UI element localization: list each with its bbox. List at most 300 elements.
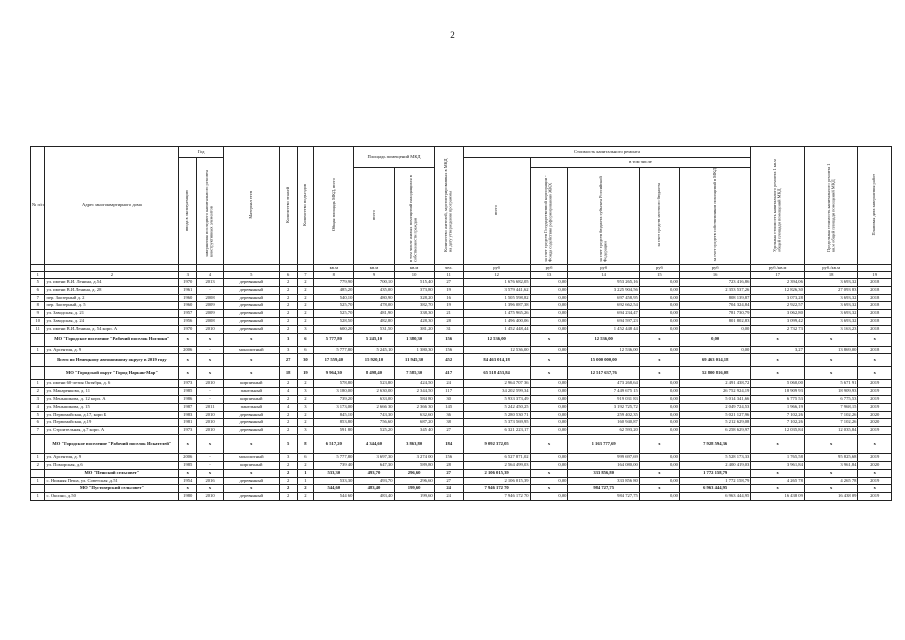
table-cell: 0,00 — [639, 477, 679, 485]
table-cell: 5 242 450,25 — [463, 403, 530, 411]
table-cell: кирпичный — [223, 461, 279, 469]
table-cell: 2009 — [197, 310, 224, 318]
row-number-cell: 1 — [31, 453, 45, 461]
subtotal-row — [31, 434, 892, 453]
row-number-cell — [31, 354, 45, 367]
address-cell: пер. Заозерный, д. 5 — [45, 302, 179, 310]
table-cell: 5 671 91 — [804, 380, 858, 388]
table-cell: 3 961,84 — [804, 461, 858, 469]
table-cell: 0,00 — [639, 461, 679, 469]
table-cell: 984 727,75 — [568, 485, 639, 493]
year-group-header: Год — [179, 147, 224, 158]
table-cell: 0,00 — [679, 325, 750, 333]
table-cell: x — [804, 367, 858, 380]
table-cell: 13 869,00 — [804, 346, 858, 354]
table-cell: 2019 — [858, 403, 892, 411]
row-number-cell — [31, 434, 45, 453]
table-cell: 1 772 158,79 — [679, 469, 750, 477]
table-cell: 0,00 — [639, 411, 679, 419]
column-number-cell: 9 — [354, 272, 394, 279]
header-row-1 — [31, 147, 892, 158]
table-cell: x — [179, 333, 197, 346]
unit-cell — [297, 265, 314, 272]
table-cell: 15 000 000,00 — [568, 354, 639, 367]
table-cell: 65 518 453,84 — [463, 367, 530, 380]
row-number-cell: 2 — [31, 461, 45, 469]
table-cell: x — [639, 469, 679, 477]
table-cell: x — [858, 469, 892, 477]
fund-header: за счет средств Государственной корпорации - Фонда содействия реформированию ЖКХ — [530, 168, 568, 265]
table-cell: 2 — [279, 317, 297, 325]
table-cell: 2 — [297, 461, 314, 469]
table-cell: x — [197, 469, 224, 477]
table-cell: 5 014 341,66 — [679, 395, 750, 403]
table-cell: 1 496 400,06 — [463, 317, 530, 325]
table-cell: 1 — [297, 477, 314, 485]
table-cell: 2010 — [197, 325, 224, 333]
table-cell: x — [223, 434, 279, 453]
table-cell: 18 909 93 — [751, 388, 805, 396]
table-cell: 12 035,84 — [751, 427, 805, 435]
table-cell: 12 035,84 — [804, 427, 858, 435]
table-cell: 199,60 — [394, 493, 434, 501]
table-cell: 0,00 — [639, 346, 679, 354]
table-cell: 687,20 — [394, 419, 434, 427]
table-cell: 5 245,10 — [354, 333, 394, 346]
floors-header: Количество этажей — [279, 147, 297, 265]
address-cell: ул. имени В.И. Ленина, д.54 — [45, 279, 179, 287]
table-cell: 1956 — [179, 317, 197, 325]
table-row — [31, 294, 892, 302]
table-cell: x — [639, 333, 679, 346]
table-cell: 199,60 — [394, 485, 434, 493]
unit-cell — [197, 265, 224, 272]
table-cell: 27 — [434, 279, 463, 287]
table-cell: 2 — [279, 469, 297, 477]
table-row — [31, 346, 892, 354]
table-cell: 2 — [279, 279, 297, 287]
year-repair-header: завершения последнего капитального ремонта конструктивных элементов — [197, 158, 224, 265]
table-cell: 2 366 30 — [394, 403, 434, 411]
address-cell: ул. Арсентия, д. 9 — [45, 346, 179, 354]
table-cell: 12 826,30 — [751, 286, 805, 294]
address-header: Адрес многоквартирного дома — [45, 147, 179, 265]
table-cell: 0,00 — [639, 388, 679, 396]
table-cell: деревянный — [223, 427, 279, 435]
table-cell: 3 099,42 — [751, 317, 805, 325]
table-cell: 2 630,00 — [354, 388, 394, 396]
table-cell: 2020 — [858, 461, 892, 469]
address-cell: МО "Городской округ "Город Нарьян-Мар" — [45, 367, 179, 380]
table-cell: 6 527 871,02 — [463, 453, 530, 461]
col-no-header: № п/п — [31, 147, 45, 265]
table-cell: 999 697,69 — [568, 453, 639, 461]
table-cell: 27 — [434, 427, 463, 435]
table-cell: x — [197, 367, 224, 380]
table-cell: 0,00 — [639, 302, 679, 310]
table-cell: 2010 — [197, 380, 224, 388]
table-cell: деревянный — [223, 325, 279, 333]
table-cell: 296,60 — [394, 477, 434, 485]
table-cell: 19 — [434, 286, 463, 294]
table-cell: 8 498,40 — [354, 367, 394, 380]
table-cell: 6 517,20 — [314, 434, 354, 453]
address-cell: ул. имени В.И.Ленина, д. 28 — [45, 286, 179, 294]
table-cell: 2 344,50 — [394, 388, 434, 396]
table-cell: 24 — [434, 493, 463, 501]
column-number-cell: 16 — [679, 272, 750, 279]
table-cell: 34 202 599,34 — [463, 388, 530, 396]
table-cell: 1 — [297, 469, 314, 477]
table-cell: 5 373 569,95 — [463, 419, 530, 427]
table-cell: 1 163 777,69 — [568, 434, 639, 453]
row-number-cell: 2 — [31, 388, 45, 396]
table-cell: 18 909,93 — [804, 388, 858, 396]
table-cell: 28 — [434, 317, 463, 325]
table-row — [31, 477, 892, 485]
table-cell: - — [197, 286, 224, 294]
table-cell: x — [530, 485, 568, 493]
table-cell: 2010 — [197, 427, 224, 435]
table-cell: 1961 — [179, 286, 197, 294]
table-cell: 2 400 419,03 — [679, 461, 750, 469]
table-cell: 2006 — [179, 453, 197, 461]
table-cell: деревянный — [223, 279, 279, 287]
table-cell: 2019 — [858, 395, 892, 403]
area-res-header: в том числе жилых помещений находящихся в собственности граждан — [394, 168, 434, 265]
table-cell: 5 777,80 — [314, 346, 354, 354]
unit-cell — [858, 265, 892, 272]
table-cell: 38 — [434, 419, 463, 427]
row-number-cell: 10 — [31, 317, 45, 325]
table-cell: 24 — [434, 485, 463, 493]
table-cell: 5 280 530 71 — [463, 411, 530, 419]
table-cell: 345 40 — [394, 427, 434, 435]
table-cell: 19 — [297, 367, 314, 380]
table-cell: 0,00 — [530, 325, 568, 333]
table-cell: 84 463 014,18 — [463, 354, 530, 367]
column-number-cell: 11 — [434, 272, 463, 279]
area-group-header: Площадь помещений МКД — [354, 147, 434, 168]
unit-cell: руб./кв.м — [751, 265, 805, 272]
table-cell: x — [530, 354, 568, 367]
row-number-cell: 3 — [31, 395, 45, 403]
table-cell: 697 458,95 — [568, 294, 639, 302]
local-header: за счет средств местного бюджета — [639, 168, 679, 265]
table-cell: 30 — [434, 395, 463, 403]
residents-header: Количество жителей, зарегистрированных в МКД на дату утверждения программы — [434, 147, 463, 265]
table-cell: 5 — [279, 434, 297, 453]
column-number-cell: 12 — [463, 272, 530, 279]
table-cell: 600,20 — [314, 325, 354, 333]
unit-cell: руб — [530, 265, 568, 272]
table-cell: 1985 — [179, 388, 197, 396]
table-cell: 184 — [434, 434, 463, 453]
table-cell: x — [804, 469, 858, 477]
table-cell: x — [223, 485, 279, 493]
table-cell: 8 — [297, 434, 314, 453]
table-cell: 2 106 015,39 — [463, 469, 530, 477]
table-cell: x — [804, 434, 858, 453]
table-cell: кирпичный — [223, 380, 279, 388]
table-cell: 6 321 223,17 — [463, 427, 530, 435]
table-cell: 3 — [279, 346, 297, 354]
table-cell: 0,00 — [639, 453, 679, 461]
address-cell: Всего по Ненецкому автономному округу в 2019 году — [45, 354, 179, 367]
table-cell: 9 964,30 — [314, 367, 354, 380]
table-cell: 6 775 53 — [751, 395, 805, 403]
table-cell: 156 — [434, 453, 463, 461]
table-cell: 0,00 — [530, 403, 568, 411]
table-cell: 26 752 924,19 — [679, 388, 750, 396]
table-row — [31, 279, 892, 287]
table-cell: 1 380,30 — [394, 346, 434, 354]
column-number-cell: 5 — [223, 272, 279, 279]
table-cell: x — [197, 354, 224, 367]
table-cell: - — [197, 461, 224, 469]
table-cell: кирпичный — [223, 395, 279, 403]
address-cell: ул. Поморская, д.6 — [45, 461, 179, 469]
table-cell: 16 — [434, 294, 463, 302]
table-cell: x — [530, 333, 568, 346]
table-cell: 160 940,87 — [568, 419, 639, 427]
table-cell: 0,00 — [530, 419, 568, 427]
table-cell: 2018 — [858, 325, 892, 333]
total-area-header: Общая площадь МКД, всего — [314, 147, 354, 265]
table-cell: 1985 — [179, 461, 197, 469]
subtotal-row — [31, 367, 892, 380]
table-cell: x — [804, 333, 858, 346]
table-cell: 3 — [297, 427, 314, 435]
table-cell: 3 693,32 — [804, 302, 858, 310]
table-cell: 0,00 — [639, 294, 679, 302]
table-body — [31, 279, 892, 501]
table-cell: 0,00 — [530, 317, 568, 325]
unit-cell: чел. — [434, 265, 463, 272]
table-cell: 95 825,68 — [804, 453, 858, 461]
column-number-cell: 6 — [279, 272, 297, 279]
unit-cell — [179, 265, 197, 272]
table-cell: 694 597,23 — [568, 317, 639, 325]
table-cell: x — [639, 434, 679, 453]
table-cell: 525,20 — [354, 427, 394, 435]
page-number: 2 — [450, 30, 455, 40]
table-cell: 3 180,00 — [314, 388, 354, 396]
row-number-cell: 6 — [31, 286, 45, 294]
table-cell: 481,90 — [354, 310, 394, 318]
address-cell: ул. Меньшикова, д. 12 корп. А — [45, 395, 179, 403]
table-cell: 3 — [297, 325, 314, 333]
table-cell: 801 802,83 — [679, 317, 750, 325]
table-cell: 694 234,47 — [568, 310, 639, 318]
table-cell: 3 173,00 — [314, 403, 354, 411]
table-cell: 3 863,80 — [394, 434, 434, 453]
address-cell: ул. Строительная, д.7 корп. А — [45, 427, 179, 435]
table-cell: 4 — [279, 403, 297, 411]
table-cell: 3 — [297, 403, 314, 411]
table-cell: 3 693,32 — [804, 310, 858, 318]
table-cell: 0,00 — [530, 427, 568, 435]
row-number-cell: 7 — [31, 427, 45, 435]
table-cell: 2 — [279, 411, 297, 419]
table-cell: - — [197, 346, 224, 354]
table-cell: 0,00 — [639, 403, 679, 411]
table-cell: 15 920,10 — [354, 354, 394, 367]
table-cell: 2020 — [858, 411, 892, 419]
table-cell: 2 666 30 — [354, 403, 394, 411]
address-cell: МО "Городское поселение "Рабочий поселок Ноглики" — [45, 333, 179, 346]
table-cell: 781 730,79 — [679, 310, 750, 318]
table-cell: 0,00 — [530, 493, 568, 501]
table-cell: деревянный — [223, 310, 279, 318]
table-cell: 435,00 — [354, 286, 394, 294]
table-cell: 6 — [297, 333, 314, 346]
table-cell: 3 — [279, 453, 297, 461]
cost-total-header: всего — [463, 158, 530, 265]
table-cell: 4 344,60 — [354, 434, 394, 453]
table-cell: 0,00 — [639, 419, 679, 427]
table-row — [31, 388, 892, 396]
table-cell: 523,80 — [354, 380, 394, 388]
table-cell: x — [179, 469, 197, 477]
table-cell: x — [530, 469, 568, 477]
table-cell: 2 — [297, 286, 314, 294]
table-cell: 2 394,06 — [751, 279, 805, 287]
table-cell: 1 452 448,44 — [463, 325, 530, 333]
owners-header: за счет средств собственников помещений в МКД — [679, 168, 750, 265]
table-cell: 382,70 — [394, 302, 434, 310]
table-cell: 525,70 — [314, 302, 354, 310]
table-cell: x — [639, 367, 679, 380]
table-cell: 2 — [279, 325, 297, 333]
table-cell: 1 772 158,79 — [679, 477, 750, 485]
table-cell: x — [804, 485, 858, 493]
column-number-cell: 19 — [858, 272, 892, 279]
table-row — [31, 395, 892, 403]
plan-date-header: Плановая дата завершения работ — [858, 147, 892, 265]
table-cell: 515,40 — [394, 279, 434, 287]
table-cell: x — [639, 354, 679, 367]
table-cell: 2 — [279, 395, 297, 403]
table-cell: деревянный — [223, 477, 279, 485]
table-cell: 528,50 — [314, 317, 354, 325]
table-cell: 700,10 — [354, 279, 394, 287]
table-cell: 1954 — [179, 477, 197, 485]
table-cell: 11 945,30 — [394, 354, 434, 367]
table-cell: 7 928 594,36 — [679, 434, 750, 453]
table-cell: 1960 — [179, 294, 197, 302]
table-cell: 578,80 — [314, 380, 354, 388]
row-number-cell: 6 — [31, 419, 45, 427]
table-cell: 5 528 173,33 — [679, 453, 750, 461]
entrances-header: Количество подъездов — [297, 147, 314, 265]
table-cell: 0,00 — [639, 493, 679, 501]
table-cell: деревянный — [223, 411, 279, 419]
table-cell: 1973 — [179, 427, 197, 435]
table-cell: 2 353 537,26 — [679, 286, 750, 294]
table-cell: 2018 — [858, 302, 892, 310]
table-cell: 2 — [297, 302, 314, 310]
subtotal-row — [31, 333, 892, 346]
table-cell: 2018 — [858, 346, 892, 354]
table-cell: 9 092 372,05 — [463, 434, 530, 453]
table-cell: 52 800 816,08 — [679, 367, 750, 380]
table-cell: 647,30 — [354, 461, 394, 469]
table-cell: x — [751, 333, 805, 346]
table-cell: 3 — [279, 333, 297, 346]
table-cell: 1 966,19 — [751, 403, 805, 411]
table-cell: 5 245,10 — [354, 346, 394, 354]
table-cell: 2010 — [197, 411, 224, 419]
table-cell: 2 — [279, 427, 297, 435]
table-cell: 338,30 — [394, 310, 434, 318]
table-cell: 381,20 — [394, 325, 434, 333]
table-cell: 1 765,58 — [751, 453, 805, 461]
table-cell: 2018 — [858, 286, 892, 294]
table-cell: панельный — [223, 403, 279, 411]
table-cell: - — [197, 395, 224, 403]
row-number-cell: 8 — [31, 302, 45, 310]
table-cell: x — [179, 367, 197, 380]
table-cell: 36 — [434, 411, 463, 419]
row-number-cell: 1 — [31, 346, 45, 354]
column-number-cell: 15 — [639, 272, 679, 279]
row-number-cell: 1 — [31, 380, 45, 388]
table-cell: 5 777,80 — [314, 453, 354, 461]
table-row — [31, 286, 892, 294]
table-cell: 2 491 438,72 — [679, 380, 750, 388]
table-cell: 3 192 725,72 — [568, 403, 639, 411]
table-cell: 164 080,00 — [568, 461, 639, 469]
table-cell: x — [751, 485, 805, 493]
limit-cost-header: Предельная стоимость капитального ремонта 1 кв.м общей площади помещений МКД — [804, 147, 858, 265]
table-row — [31, 302, 892, 310]
table-row — [31, 427, 892, 435]
table-cell: 1983 — [179, 411, 197, 419]
unit-cell — [223, 265, 279, 272]
table-cell: 1957 — [179, 310, 197, 318]
table-cell: 2018 — [858, 294, 892, 302]
table-cell: 7 585,30 — [394, 367, 434, 380]
table-cell: 3 579 441,62 — [463, 286, 530, 294]
table-cell: 296,60 — [394, 469, 434, 477]
table-cell: 6 963 444,95 — [679, 485, 750, 493]
table-cell: 5 777,80 — [314, 333, 354, 346]
table-cell: 485,20 — [314, 286, 354, 294]
table-cell: 28 — [434, 461, 463, 469]
table-cell: 853,80 — [314, 419, 354, 427]
address-cell: пер. Заозерный д. 2 — [45, 294, 179, 302]
table-cell: 7 102,26 — [804, 411, 858, 419]
table-cell: 483,40 — [354, 485, 394, 493]
column-number-cell: 18 — [804, 272, 858, 279]
table-cell: 808 139,87 — [679, 294, 750, 302]
table-cell: монолитный — [223, 346, 279, 354]
table-cell: 779,90 — [314, 279, 354, 287]
table-cell: 591 80 — [314, 427, 354, 435]
table-cell: x — [530, 367, 568, 380]
table-cell: деревянный — [223, 302, 279, 310]
table-cell: x — [751, 354, 805, 367]
table-cell: 3 693,32 — [804, 279, 858, 287]
unit-cell: руб — [639, 265, 679, 272]
address-cell: с. Оксино, д.50 — [45, 493, 179, 501]
table-cell: деревянный — [223, 286, 279, 294]
unit-cell — [31, 265, 45, 272]
row-number-cell — [31, 333, 45, 346]
table-cell: 2 — [297, 310, 314, 318]
table-cell: 1 676 682,05 — [463, 279, 530, 287]
